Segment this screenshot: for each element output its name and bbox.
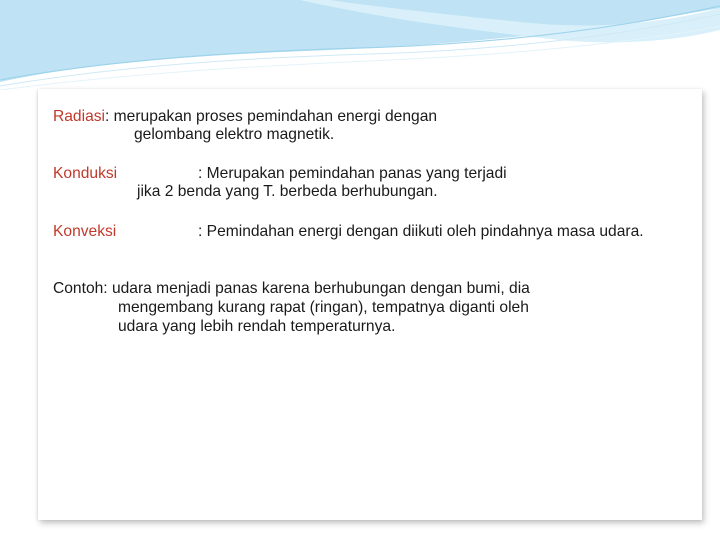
contoh-text-2: mengembang kurang rapat (ringan), tempatnya diganti oleh (118, 299, 529, 316)
radiasi-definition-1: : merupakan proses pemindahan energi dengan (105, 108, 438, 125)
konduksi-term: Konduksi (53, 165, 118, 182)
konduksi-definition-1: : Merupakan pemindahan panas yang terjadi (198, 165, 507, 182)
konveksi-definition: : Pemindahan energi dengan diikuti oleh pindahnya masa udara. (198, 223, 644, 240)
radiasi-definition-2: gelombang elektro magnetik. (134, 126, 335, 143)
radiasi-line-1 (53, 108, 437, 126)
contoh-text-3: udara yang lebih rendah temperaturnya. (118, 318, 396, 335)
contoh-line-1 (53, 280, 530, 298)
konveksi-term: Konveksi (53, 223, 117, 240)
contoh-text-1: : udara menjadi panas karena berhubungan dengan bumi, dia (103, 280, 530, 297)
radiasi-term: Radiasi (53, 108, 106, 125)
konduksi-definition-2: jika 2 benda yang T. berbeda berhubungan. (137, 183, 438, 200)
header-wave-decoration (0, 0, 720, 90)
contoh-label: Contoh (53, 280, 104, 297)
